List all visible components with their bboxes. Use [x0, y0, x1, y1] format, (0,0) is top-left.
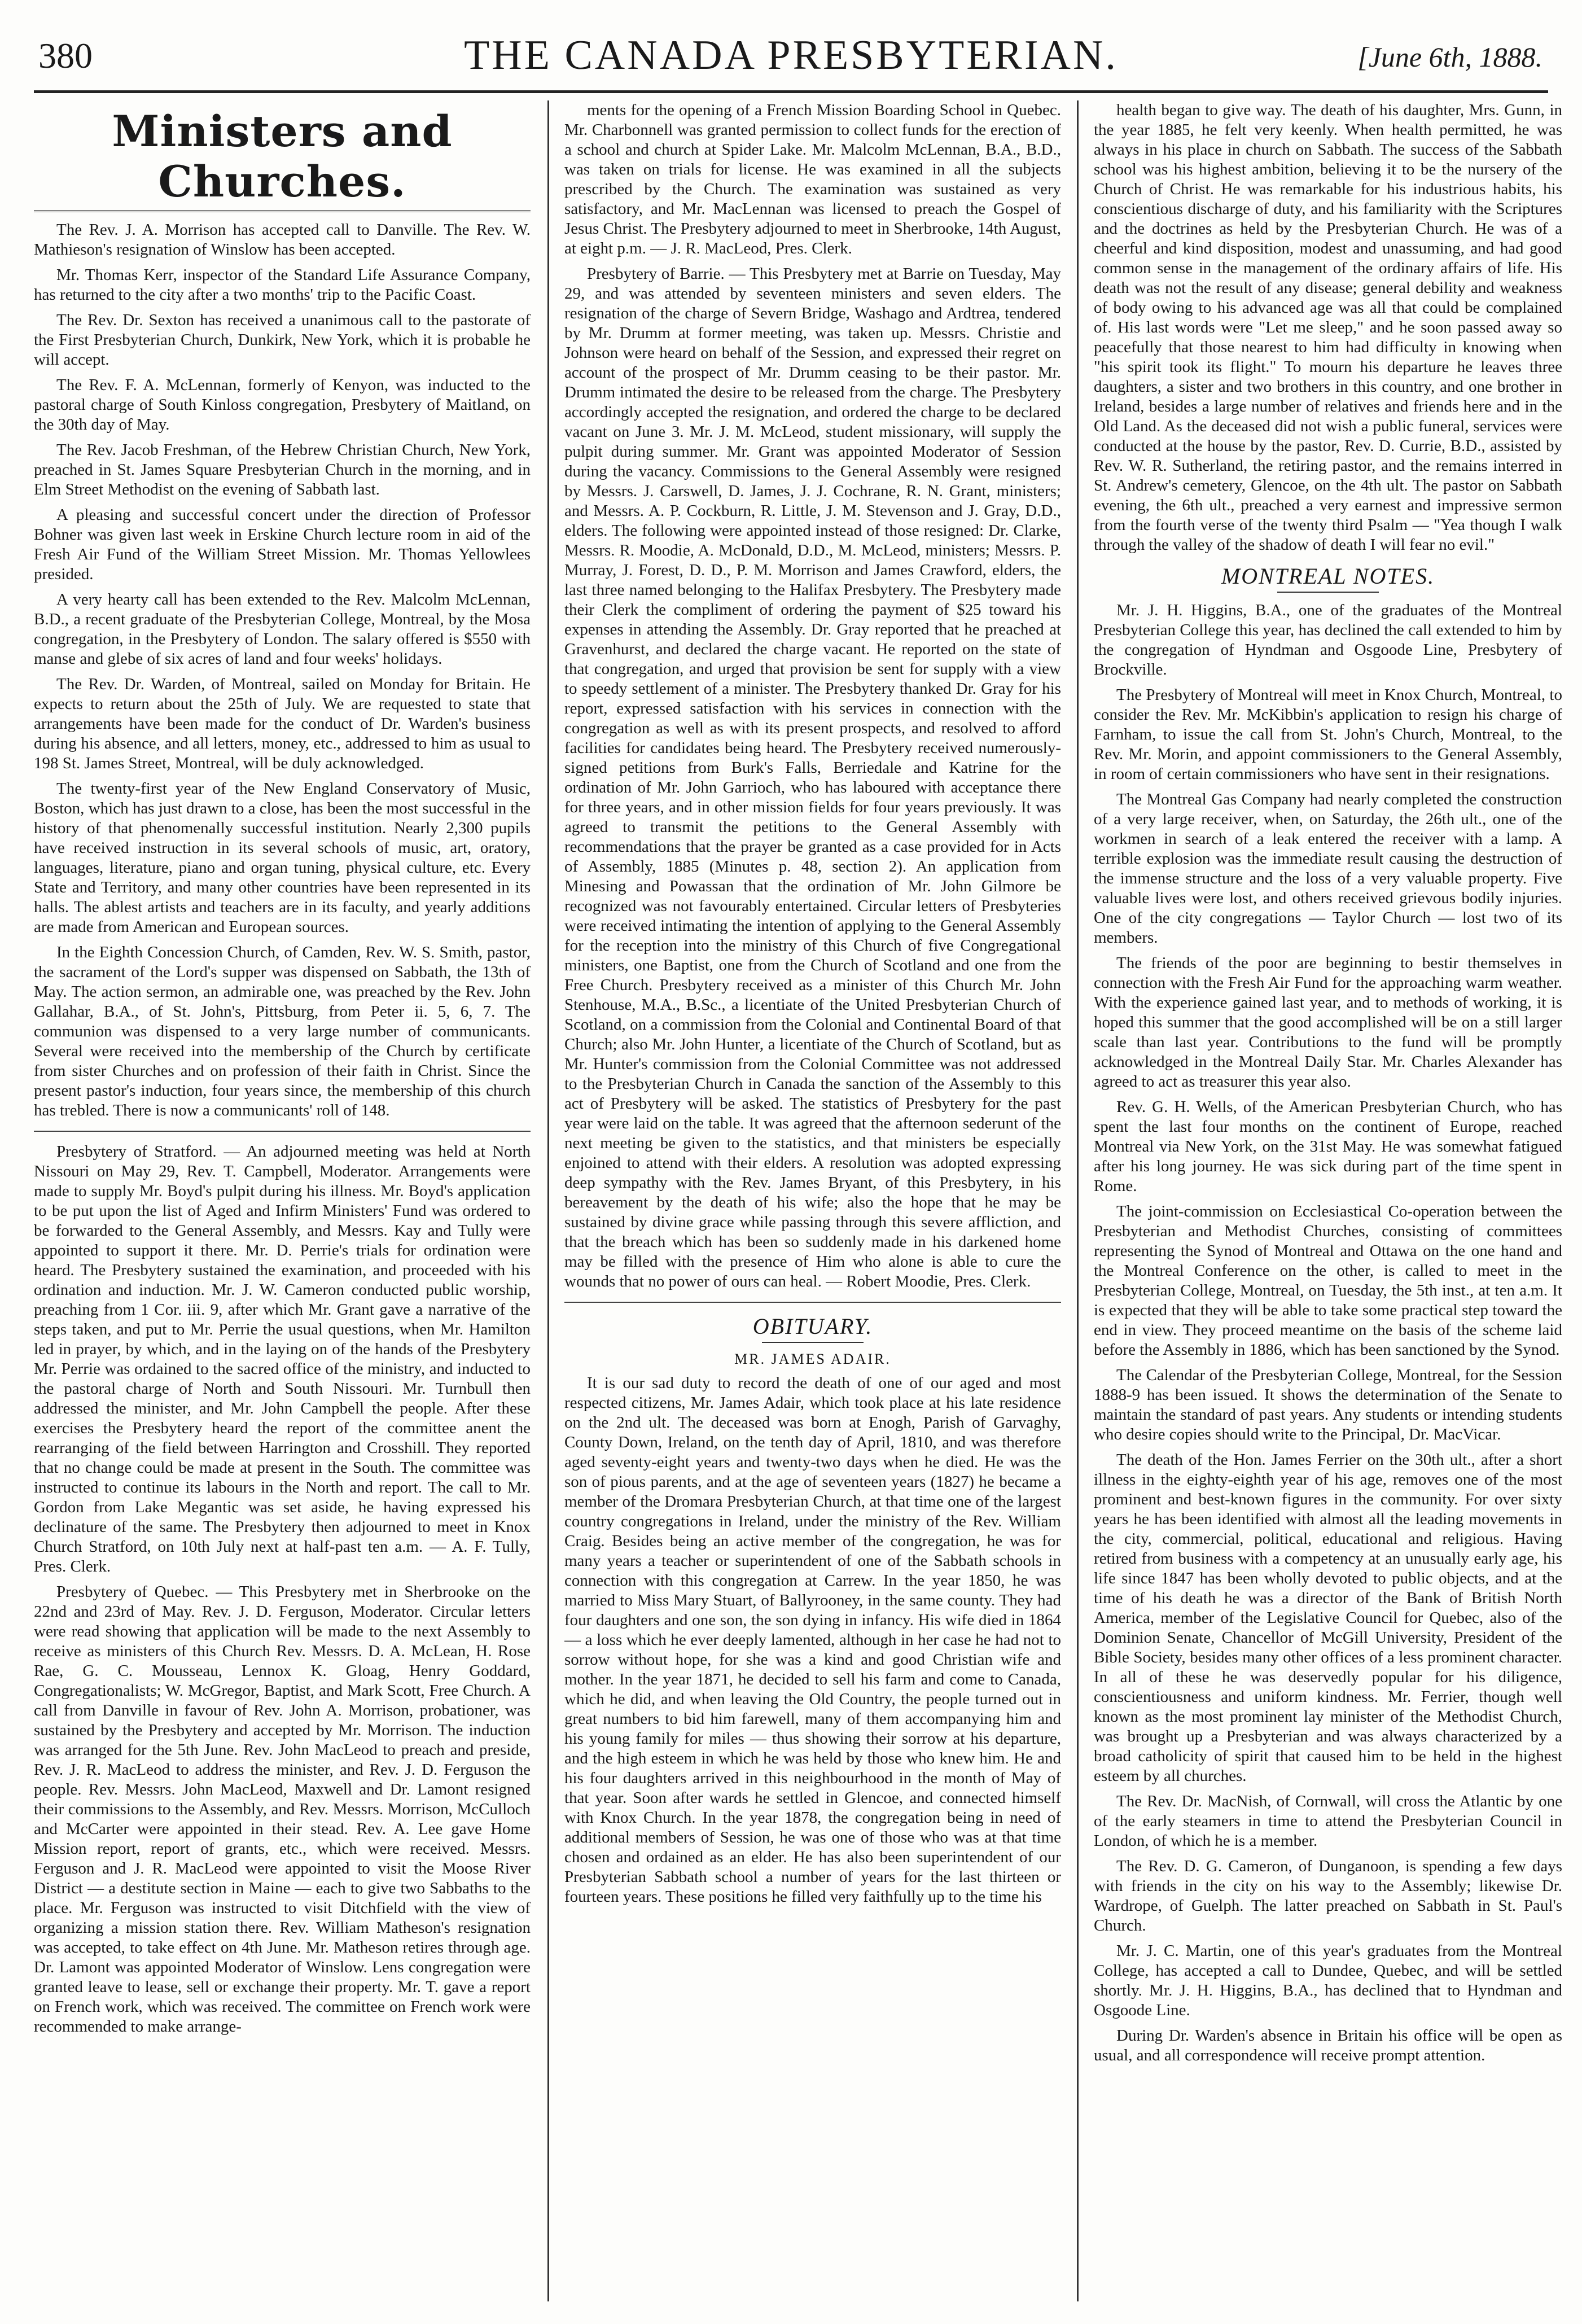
section-divider [34, 1131, 531, 1132]
presbytery-report: Presbytery of Barrie. — This Presbytery met at Barrie on Tuesday, May 29, and was attended by seventeen ministers and seven elders. The resignation of the charge of Severn Bridge, Washago and Ardtrea, tendered by Mr. Drumm at former meeting, was taken up. Messrs. Christie and Johnson were heard on behalf of the Session, and expressed their regret on account of the prospect of Mr. Drumm ceasing to be their pastor. Mr. Drumm intimated the desire to be released from the charge. The Presbytery accordingly accepted the resignation, and ordered the charge to be declared vacant on June 3. Mr. J. M. McLeod, student missionary, will supply the pulpit during summer. Mr. Grant was appointed Moderator of Session during the vacancy. Commissions to the General Assembly were resigned by Messrs. J. Carswell, D. James, J. J. Cochrane, R. N. Grant, ministers; and Messrs. A. P. Cockburn, R. Little, J. M. Stevenson and J. Gray, D.D., elders. The following were appointed instead of those resigned: Dr. Clarke, Messrs. R. Moodie, A. McDonald, D.D., M. McLeod, ministers; Messrs. P. Murray, J. Forest, D. D., P. M. Morrison and James Crawford, elders, the last three named belonging to the Halifax Presbytery. The Presbytery made their Clerk the compliment of ordering the payment of $25 toward his expenses in attending the Assembly. Dr. Gray reported that he preached at Gravenhurst, and declared the charge vacant. He reported on the state of that congregation, and urged that provision be sent for supply with a view to speedy settlement of a minister. The Presbytery thanked Dr. Gray for his report, expressed satisfaction with his services in connection with the congregation as well as with its present prospects, and resolved to afford facilities for candidates being heard. The Presbytery received numerously-signed petitions from Burk's Falls, Berriedale and Katrine for the ordination of Mr. John Garrioch, who has laboured with acceptance there for three years, and in other mission fields for four years previously. It was agreed to transmit the petitions to the General Assembly with recommendations that the prayer be granted as a case provided for in Acts of Assembly, 1885 (Minutes p. 48, section 2). An application from Minesing and Powassan that the ordination of Mr. John Gilmore be recognized was not favourably entertained. Circular letters of Presbyteries were received intimating the intention of applying to the General Assembly for the reception into the ministry of this Church of five Congregational ministers, one Baptist, one from the Church of Scotland and one from the Free Church. Presbytery received as a minister of this Church Mr. John Stenhouse, M.A., B.Sc., a licentiate of the United Presbyterian Church of Scotland, on a commission from the Colonial and Continental Board of that Church; also Mr. John Hunter, a licentiate of the Church of Scotland, but as Mr. Hunter's commission from the Colonial Committee was not addressed to the Presbyterian Church in Canada the sanction of the Assembly to this act of Presbytery will be asked. The statistics of Presbytery for the past year were laid on the table. It was agreed that the afternoon sederunt of the next meeting be given to the statistics, and that ministers be especially enjoined to attend with their elders. A resolution was adopted expressing deep sympathy with the Rev. James Bryant, of this Presbytery, in his bereavement by the death of his wife; also the hope that he may be sustained by divine grace while passing through this severe affliction, and that the breach which has been so suddenly made in his darkened home may be filled with the presence of Him who alone is able to cure the wounds that no power of ours can heal. — Robert Moodie, Pres. Clerk. [564, 265, 1061, 1290]
news-item: During Dr. Warden's absence in Britain his office will be open as usual, and all correspondence will receive prompt attention. [1094, 2027, 1562, 2064]
news-item: Mr. Thomas Kerr, inspector of the Standard Life Assurance Company, has returned to the city after a two months' trip to the Pacific Coast. [34, 266, 531, 304]
news-item: The Rev. D. G. Cameron, of Dunganoon, is spending a few days with friends in the city on his way to the Assembly; likewise Dr. Wardrope, of Guelph. The latter preached on Sabbath in St. Paul's Church. [1094, 1857, 1562, 1935]
news-item: The Calendar of the Presbyterian College, Montreal, for the Session 1888-9 has been issued. It shows the determination of the Senate to maintain the standard of past years. Any students or intending students who desire copies should write to the Principal, Dr. MacVicar. [1094, 1366, 1562, 1443]
news-item: The death of the Hon. James Ferrier on the 30th ult., after a short illness in the eighty-eighth year of his age, removes one of the most prominent and best-known figures in the community. For over sixty years he has been identified with almost all the leading movements in the city, commercial, political, educational and religious. Having retired from business with a competency at an unusually early age, his life since 1847 has been wholly devoted to public objects, and at the time of his death he was a director of the Bank of British North America, member of the Legislative Council for Quebec, also of the Dominion Senate, Chancellor of McGill University, President of the Bible Society, besides many other offices of a less prominent character. In all of these he was deservedly popular for his diligence, conscientiousness and uniform kindness. Mr. Ferrier, though well known as the most prominent lay minister of the Methodist Church, was brought up a Presbyterian and was always characterized by a broad catholicity of spirit that caused him to be held in the highest esteem by all churches. [1094, 1451, 1562, 1785]
obituary-text: It is our sad duty to record the death of one of our aged and most respected citizens, Mr. James Adair, which took place at his late residence on the 2nd ult. The deceased was born at Enogh, Parish of Garvaghy, County Down, Ireland, on the tenth day of April, 1810, and was therefore aged seventy-eight years and twenty-two days when he died. He was the son of pious parents, and at the age of seventeen years (1827) he became a member of the Dromara Presbyterian Church, at that time one of the largest country congregations in Ireland, under the ministry of the Rev. William Craig. Besides being an active member of the congregation, he was for many years a teacher or superintendent of one of the Sabbath schools in connection with this congregation at Carrew. In the year 1850, he was married to Miss Mary Stuart, of Ballyrooney, in the same county. They had four daughters and one son, the son dying in infancy. His wife died in 1864 — a loss which he ever deeply lamented, although in her case he had not to sorrow without hope, for she was a kind and good Christian wife and mother. In the year 1871, he decided to sell his farm and come to Canada, which he did, and when leaving the Old Country, the people turned out in great numbers to bid him farewell, many of them accompanying him and his young family for miles — thus showing their sorrow at his departure, and the high esteem in which he was held by those who knew him. He and his four daughters arrived in this neighbourhood in the month of May of that year. Soon after wards he settled in Glencoe, and connected himself with Knox Church. In the year 1878, the congregation being in need of additional members of Session, he was one of those who was at that time chosen and ordained as an elder. He has also been superintendent of our Presbyterian Sabbath school a number of years for the last thirteen or fourteen years. These positions he filled very faithfully up to the time his [564, 1374, 1061, 1906]
column-3 [1094, 100, 1562, 2301]
obituary-text: health began to give way. The death of his daughter, Mrs. Gunn, in the year 1885, he felt very keenly. When health permitted, he was always in his place in church on Sabbath. The success of the Sabbath school was his highest ambition, believing it to be the nursery of the Church of Christ. He was remarkable for his industrious habits, his conscientious discharge of duty, and his familiarity with the Scriptures and the doctrines as held by the Presbyterian Church. He was of a cheerful and kind disposition, modest and unassuming, and had good common sense in the management of the ordinary affairs of life. His death was not the result of any disease; general debility and weakness of body owing to his advanced age was all that could be complained of. His last words were "Let me sleep," and he soon passed away so peacefully that those nearest to him had difficulty in knowing when "his spirit took its flight." To mourn his departure he leaves three daughters, a sister and two brothers in this country, and one brother in Ireland, besides a large number of relatives and friends here and in the Old Land. As the deceased did not wish a public funeral, services were conducted at the house by the pastor, Rev. D. Currie, B.D., assisted by Rev. W. R. Sutherland, the retiring pastor, and the remains interred in St. Andrew's cemetery, Glencoe, on the 4th ult. The pastor on Sabbath evening, the 6th ult., preached a very earnest and impressive sermon from the fourth verse of the twenty third Psalm — "Yea though I walk through the valley of the shadow of death I will fear no evil." [1094, 101, 1562, 554]
column-rule [547, 100, 549, 2301]
news-item: The Presbytery of Montreal will meet in Knox Church, Montreal, to consider the Rev. Mr. McKibbin's application to resign his charge of Farnham, to issue the call from St. John's Church, Montreal, to the Rev. Mr. Morin, and appoint commissioners to the General Assembly, in room of certain commissioners who have sent in their resignations. [1094, 686, 1562, 783]
news-item: In the Eighth Concession Church, of Camden, Rev. W. S. Smith, pastor, the sacrament of the Lord's supper was dispensed on Sabbath, the 13th of May. The action sermon, an admirable one, was preached by the Rev. John Gallahar, B.A., of St. John's, Pittsburg, from Peter ii. 5, 6, 7. The communion was dispensed to a very large number of communicants. Several were received into the membership of the Church by certificate from sister Churches and on profession of their faith in Christ. Since the present pastor's induction, four years since, the membership of this church has trebled. There is now a communicants' roll of 148. [34, 943, 531, 1119]
news-item: Mr. J. H. Higgins, B.A., one of the graduates of the Montreal Presbyterian College this year, has declined the call extended to him by the congregation of Hyndman and Osgoode Line, Presbytery of Brockville. [1094, 601, 1562, 679]
title-rule [34, 210, 531, 212]
news-item: A pleasing and successful concert under the direction of Professor Bohner was given last week in Erskine Church lecture room in aid of the Fresh Air Fund of the William Street Mission. Mr. Thomas Yellowlees presided. [34, 506, 531, 583]
news-item: The Rev. Dr. MacNish, of Cornwall, will cross the Atlantic by one of the early steamers in time to attend the Presbyterian Council in London, of which he is a member. [1094, 1792, 1562, 1850]
page-number: 380 [38, 36, 93, 76]
section-divider [564, 1302, 1061, 1303]
presbytery-report: Presbytery of Stratford. — An adjourned meeting was held at North Nissouri on May 29, Rev. T. Campbell, Moderator. Arrangements were made to supply Mr. Boyd's pulpit during his illness. Mr. Boyd's application to be put upon the list of Aged and Infirm Ministers' Fund was ordered to be forwarded to the General Assembly, and Messrs. Kay and Tully were appointed to support it there. Mr. D. Perrie's trials for ordination were heard. The Presbytery sustained the examination, and proceeded with his ordination and induction. Mr. J. W. Cameron conducted public worship, preaching from 1 Cor. iii. 9, after which Mr. Grant gave a narrative of the steps taken, and put to Mr. Perrie the usual questions, when Mr. Hamilton led in prayer, by which, and in the laying on of the hands of the Presbytery Mr. Perrie was ordained to the sacred office of the ministry, and inducted to the pastoral charge of North and South Nissouri. Mr. Turnbull then addressed the minister, and Mr. John Campbell the people. After these exercises the Presbytery heard the report of the committee anent the rearranging of the field between Harrington and Crosshill. They reported that no change could be made at present in the South. The committee was instructed to continue its labours in the North and report. The call to Mr. Gordon from Lake Megantic was set aside, he having expressed his declinature of the same. The Presbytery then adjourned to meet in Knox Church Stratford, on 10th July next at half-past ten a.m. — A. F. Tully, Pres. Clerk. [34, 1143, 531, 1575]
news-item: Mr. J. C. Martin, one of this year's graduates from the Montreal College, has accepted a call to Dundee, Quebec, and will be settled shortly. Mr. J. H. Higgins, B.A., has declined that to Hyndman and Osgoode Line. [1094, 1942, 1562, 2019]
montreal-notes-heading: MONTREAL NOTES. [1221, 563, 1435, 589]
section-title: Ministers and Churches. [112, 106, 453, 207]
news-item: Rev. G. H. Wells, of the American Presbyterian Church, who has spent the last four months on the continent of Europe, reached Montreal via New York, on the 31st May. He was somewhat fatigued after his long journey. He was sick during part of the time spent in Rome. [1094, 1098, 1562, 1195]
page-header [34, 27, 1548, 89]
column-1 [34, 100, 531, 2301]
heading-rule [762, 1342, 864, 1343]
news-item: The Rev. F. A. McLennan, formerly of Kenyon, was inducted to the pastoral charge of South Kinloss congregation, Presbytery of Maitland, on the 30th day of May. [34, 376, 531, 434]
news-item: The Rev. Dr. Warden, of Montreal, sailed on Monday for Britain. He expects to return about the 25th of July. We are requested to state that arrangements have been made for the conduct of Dr. Warden's business during his absence, and all letters, money, etc., addressed to him as usual to 198 St. James Street, Montreal, will be duly acknowledged. [34, 675, 531, 772]
running-title: THE CANADA PRESBYTERIAN. [464, 32, 1118, 78]
header-rule [34, 90, 1548, 93]
news-item: The twenty-first year of the New England Conservatory of Music, Boston, which has just drawn to a close, has been the most successful in the history of that phenomenally successful institution. Nearly 2,300 pupils have received instruction in its several schools of music, art, oratory, languages, literature, piano and organ tuning, physical culture, etc. Every State and Territory, and many other countries have been represented in its halls. The ablest artists and teachers are in its faculty, and yearly additions are made from American and European sources. [34, 780, 531, 936]
presbytery-report: Presbytery of Quebec. — This Presbytery met in Sherbrooke on the 22nd and 23rd of May. Rev. J. D. Ferguson, Moderator. Circular letters were read showing that application will be made to the next Assembly to receive as ministers of this Church Rev. Messrs. D. A. McLean, H. Rose Rae, G. C. Mousseau, Lennox K. Gloag, Henry Goddard, Congregationalists; W. McGregor, Baptist, and Mark Scott, Free Church. A call from Danville in favour of Rev. John A. Morrison, probationer, was sustained by the Presbytery and accepted by Mr. Morrison. The induction was arranged for the 5th June. Rev. John MacLeod to preach and preside, Rev. J. R. MacLeod to address the minister, and Rev. J. D. Ferguson the people. Rev. Messrs. John MacLeod, Maxwell and Dr. Lamont resigned their commissions to the Assembly, and Rev. Messrs. Morrison, McCulloch and McCarter were appointed in their stead. Rev. A. Lee gave Home Mission report, report of grants, etc., which were received. Messrs. Ferguson and J. R. MacLeod were appointed to visit the Moose River District — a destitute section in Maine — each to give two Sabbaths to the place. Mr. Ferguson was instructed to visit Ditchfield with the view of organizing a mission station there. Rev. William Matheson's resignation was accepted, to take effect on 4th June. Mr. Matheson retires through age. Dr. Lamont was appointed Moderator of Winslow. Lens congregation were granted leave to lease, sell or exchange their property. Mr. T. gave a report on French work, which was received. The committee on French work were recommended to make arrange- [34, 1583, 531, 2036]
obituary-name: MR. JAMES ADAIR. [734, 1351, 891, 1367]
column-2 [564, 100, 1061, 2301]
news-item: The joint-commission on Ecclesiastical Co-operation between the Presbyterian and Methodist Churches, consisting of committees representing the Synod of Montreal and Ottawa on the one hand and the Montreal Conference on the other, is called to meet in the Presbyterian College, Montreal, on Tuesday, the 5th inst., at ten a.m. It is expected that they will be able to take some practical step toward the end in view. They proceed meantime on the basis of the scheme laid before the Assembly in 1886, which has been sanctioned by the Synod. [1094, 1202, 1562, 1359]
news-item: The friends of the poor are beginning to bestir themselves in connection with the Fresh Air Fund for the approaching warm weather. With the experience gained last year, and to methods of working, it is hoped this summer that the good accomplished will be on a still larger scale than last year. Contributions to the fund will be promptly acknowledged in the Montreal Daily Star. Mr. Charles Alexander has agreed to act as treasurer this year also. [1094, 954, 1562, 1091]
column-rule [1077, 100, 1079, 2301]
heading-rule [1277, 592, 1379, 593]
issue-date: [June 6th, 1888. [1357, 41, 1542, 73]
news-item: The Rev. J. A. Morrison has accepted call to Danville. The Rev. W. Mathieson's resignation of Winslow has been accepted. [34, 221, 531, 259]
obituary-heading: OBITUARY. [752, 1314, 873, 1339]
presbytery-report: ments for the opening of a French Mission Boarding School in Quebec. Mr. Charbonnell was granted permission to collect funds for the erection of a school and church at Spider Lake. Mr. Malcolm McLennan, B.A., B.D., was taken on trials for license. He was examined in all the subjects prescribed by the Church. The examination was sustained as very satisfactory, and Mr. MacLennan was licensed to preach the Gospel of Jesus Christ. The Presbytery adjourned to meet in Sherbrooke, 14th August, at eight p.m. — J. R. MacLeod, Pres. Clerk. [564, 101, 1061, 257]
news-item: The Rev. Jacob Freshman, of the Hebrew Christian Church, New York, preached in St. James Square Presbyterian Church in the morning, and in Elm Street Methodist on the evening of Sabbath last. [34, 441, 531, 498]
news-item: The Montreal Gas Company had nearly completed the construction of a very large receiver, when, on Saturday, the 26th ult., one of the workmen in search of a leak entered the receiver with a lamp. A terrible explosion was the immediate result causing the destruction of the immense structure and the loss of a very valuable property. Five valuable lives were lost, and others received grievous bodily injuries. One of the city congregations — Taylor Church — lost two of its members. [1094, 790, 1562, 947]
news-item: A very hearty call has been extended to the Rev. Malcolm McLennan, B.D., a recent graduate of the Presbyterian College, Montreal, by the Mosa congregation, in the Presbytery of London. The salary offered is $550 with manse and glebe of six acres of land and four weeks' holidays. [34, 590, 531, 668]
news-item: The Rev. Dr. Sexton has received a unanimous call to the pastorate of the First Presbyterian Church, Dunkirk, New York, which it is probable he will accept. [34, 311, 531, 369]
